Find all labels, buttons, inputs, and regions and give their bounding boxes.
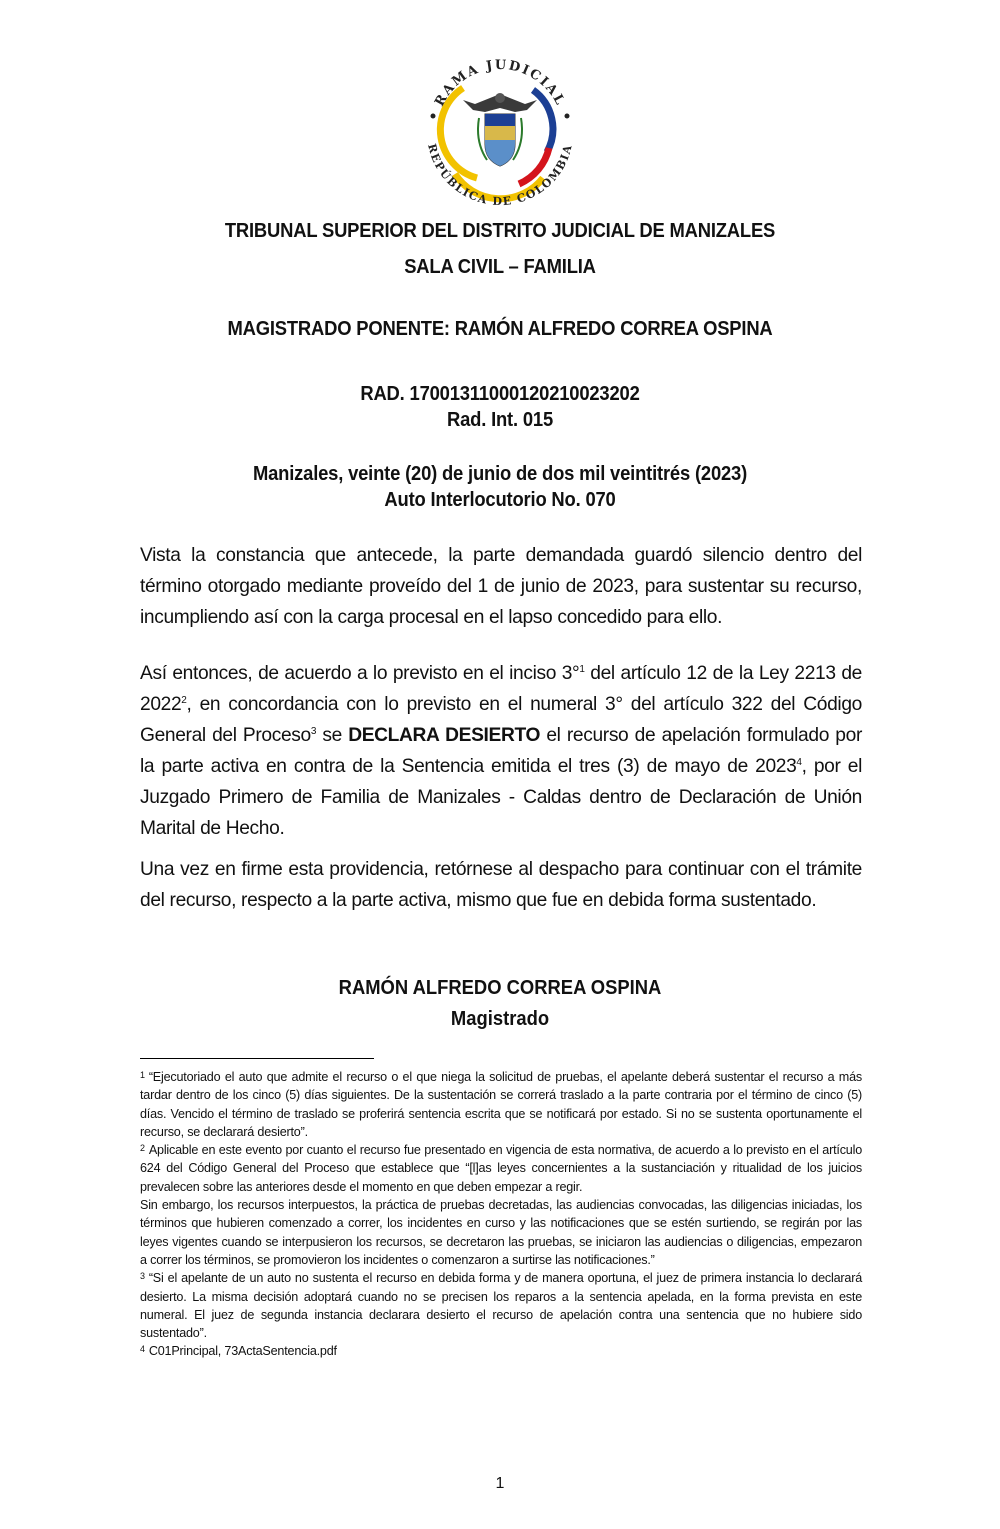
- footnote-separator: [140, 1058, 374, 1059]
- radicado-interno: Rad. Int. 015: [446, 409, 554, 431]
- paragraph-2-part-a: Así entonces, de acuerdo a lo previsto en el inciso 3°: [140, 663, 580, 684]
- footnote-2: [140, 1141, 862, 1196]
- declara-desierto-emphasis: DECLARA DESIERTO: [348, 725, 541, 746]
- footnote-ref-1[interactable]: 1: [579, 664, 585, 675]
- footnote-ref-2[interactable]: 2: [181, 695, 187, 706]
- seal-bottom-text: REPÚBLICA DE COLOMBIA: [425, 142, 575, 209]
- paragraph-2-part-d: se: [316, 725, 349, 746]
- chamber-name: SALA CIVIL – FAMILIA: [404, 256, 596, 278]
- paragraph-2-part-b: del artículo 12 de la Ley 2213 de 2022: [140, 663, 862, 715]
- footnote-number: 3: [140, 1271, 145, 1282]
- paragraph-1: Vista la constancia que antecede, la parte demandada guardó silencio dentro del término otorgado mediante proveído del 1 de junio de 2023, para sustentar su recurso, incumpliendo así con la carga procesal en el lapso concedido para ello.: [140, 545, 862, 628]
- paragraph-2: [140, 658, 862, 844]
- footnote-3: [140, 1269, 862, 1342]
- page-number: 1: [495, 1475, 505, 1492]
- footnote-text: Aplicable en este evento por cuanto el recurso fue presentado en vigencia de esta normativa, de acuerdo a lo previsto en el artículo 624 del Código General del Proceso que establece que “[l]as leyes concernientes a la sustanciación y ritualidad de los juicios prevalecen sobre las anteriores desde el momento en que deben empezar a regir.: [140, 1143, 862, 1194]
- footnote-ref-4[interactable]: 4: [796, 757, 802, 768]
- radicado-number: RAD. 17001311000120210023202: [360, 383, 640, 405]
- document-date: Manizales, veinte (20) de junio de dos mil veintitrés (2023): [252, 463, 748, 485]
- magistrate-line: MAGISTRADO PONENTE: RAMÓN ALFREDO CORREA OSPINA: [227, 318, 773, 340]
- footnote-number: 1: [140, 1070, 145, 1080]
- court-name: TRIBUNAL SUPERIOR DEL DISTRITO JUDICIAL DE MANIZALES: [224, 220, 776, 242]
- footnote-text: Sin embargo, los recursos interpuestos, la práctica de pruebas decretadas, las audiencias convocadas, las diligencias iniciadas, los términos que hubieren comenzado a correr, los incidentes en curso y las notificaciones que se estén surtiendo, se regirán por las leyes vigentes cuando se interpusieron los recursos, se decretaron las pruebas, se iniciaron las audiencias o diligencias, empezaron a correr los términos, se promovieron los incidentes o comenzaron a surtirse las notificaciones.”: [140, 1198, 862, 1267]
- footnote-1: [140, 1068, 862, 1141]
- condor-emblem: [463, 93, 537, 112]
- footnote-number: 4: [140, 1344, 145, 1355]
- footnote-text: “Ejecutoriado el auto que admite el recurso o el que niega la solicitud de pruebas, el apelante deberá sustentar el recurso a más tardar dentro de los cinco (5) días siguientes. De la sustentación se correrá traslado a la parte contraria por el término de cinco (5) días. Vencido el término de traslado se proferirá sentencia escrita que se notificará por estado. Si no se sustenta oportunamente el recurso, se declarará desierto”.: [140, 1070, 862, 1139]
- footnote-text: “Si el apelante de un auto no sustenta el recurso en debida forma y de manera oportuna, el juez de primera instancia lo declarará desierto. La misma decisión adoptará cuando no se precisen los reparos a la sentencia apelada, en la forma prevista en este numeral. El juez de segunda instancia declarara desierto el recurso de apelación contra una sentencia que no hubiere sido sustentado”.: [140, 1271, 862, 1341]
- signer-name: RAMÓN ALFREDO CORREA OSPINA: [338, 977, 662, 999]
- footnote-2-continued: [140, 1196, 862, 1269]
- coat-of-arms-shield: [478, 114, 522, 166]
- seal-top-text: RAMA JUDICIAL: [432, 57, 568, 109]
- paragraph-2-part-c: , en concordancia con lo previsto en el numeral 3° del artículo 322 del Código General del Proceso: [140, 694, 862, 746]
- paragraph-2-part-f: , por el Juzgado Primero de Familia de Manizales - Caldas dentro de Declaración de Unión Marital de Hecho.: [140, 756, 863, 839]
- paragraph-3: Una vez en firme esta providencia, retórnese al despacho para continuar con el trámite del recurso, respecto a la parte activa, mismo que fue en debida forma sustentado.: [140, 859, 862, 911]
- footnote-number: 2: [140, 1143, 145, 1154]
- footnote-text: C01Principal, 73ActaSentencia.pdf: [148, 1344, 337, 1359]
- signer-title: Magistrado: [450, 1008, 550, 1030]
- footnote-ref-3[interactable]: 3: [310, 726, 317, 737]
- seal-graphic: [415, 52, 585, 212]
- paragraph-2-part-e: el recurso de apelación formulado por la parte activa en contra de la Sentencia emitida el tres (3) de mayo de 2023: [140, 725, 862, 777]
- footnotes: [140, 1068, 862, 1361]
- footnote-4: [140, 1342, 862, 1360]
- rama-judicial-seal: [415, 52, 585, 212]
- auto-number: Auto Interlocutorio No. 070: [384, 489, 616, 511]
